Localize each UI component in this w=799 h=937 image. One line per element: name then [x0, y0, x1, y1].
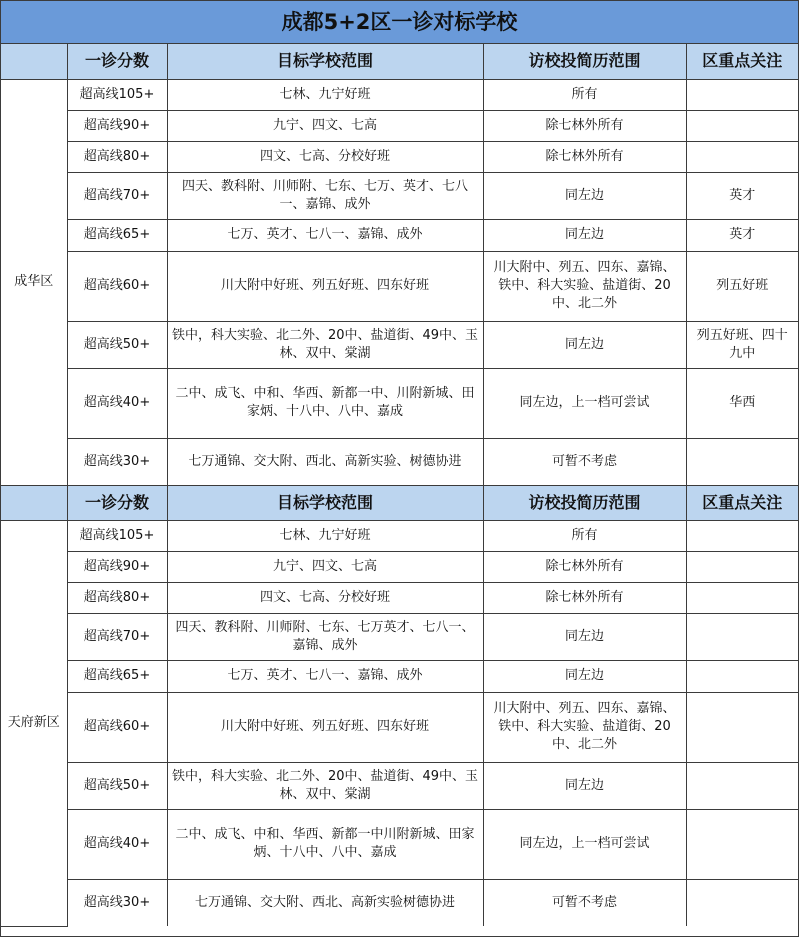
table-title: 成都5+2区一诊对标学校	[1, 1, 798, 44]
visit-cell: 川大附中、列五、四东、嘉锦、铁中、科大实验、盐道街、20中、北二外	[483, 251, 686, 321]
district-cell: 成华区	[1, 79, 67, 485]
score-cell: 超高线90+	[67, 110, 167, 141]
header-row	[1, 485, 798, 520]
schools-cell: 二中、成飞、中和、华西、新都一中、川附新城、田家炳、十八中、八中、嘉成	[167, 368, 483, 438]
header-blank-cell	[1, 485, 67, 520]
score-cell: 超高线90+	[67, 551, 167, 582]
table-row	[1, 879, 798, 926]
focus-cell	[686, 438, 798, 485]
score-cell: 超高线70+	[67, 613, 167, 660]
focus-cell	[686, 762, 798, 809]
score-cell: 超高线105+	[67, 520, 167, 551]
table-row	[1, 110, 798, 141]
table-row	[1, 551, 798, 582]
score-cell: 超高线40+	[67, 368, 167, 438]
focus-cell	[686, 520, 798, 551]
table-row	[1, 692, 798, 762]
visit-cell: 除七林外所有	[483, 582, 686, 613]
schools-cell: 四文、七高、分校好班	[167, 141, 483, 172]
school-table	[1, 44, 798, 927]
focus-cell	[686, 141, 798, 172]
header-cell-schools: 目标学校范围	[167, 44, 483, 79]
header-blank-cell	[1, 44, 67, 79]
schools-cell: 川大附中好班、列五好班、四东好班	[167, 692, 483, 762]
visit-cell: 除七林外所有	[483, 141, 686, 172]
schools-cell: 四天、教科附、川师附、七东、七万英才、七八一、嘉锦、成外	[167, 613, 483, 660]
schools-cell: 七林、九宁好班	[167, 520, 483, 551]
header-cell-score: 一诊分数	[67, 44, 167, 79]
visit-cell: 同左边	[483, 172, 686, 219]
header-cell-visit: 访校投简历范围	[483, 485, 686, 520]
schools-cell: 七万通锦、交大附、西北、高新实验、树德协进	[167, 438, 483, 485]
visit-cell: 所有	[483, 79, 686, 110]
focus-cell: 英才	[686, 219, 798, 251]
visit-cell: 可暂不考虑	[483, 879, 686, 926]
visit-cell: 所有	[483, 520, 686, 551]
score-cell: 超高线30+	[67, 438, 167, 485]
visit-cell: 除七林外所有	[483, 110, 686, 141]
table-row	[1, 79, 798, 110]
focus-cell	[686, 110, 798, 141]
header-row	[1, 44, 798, 79]
schools-cell: 九宁、四文、七高	[167, 551, 483, 582]
focus-cell: 华西	[686, 368, 798, 438]
score-cell: 超高线80+	[67, 141, 167, 172]
focus-cell	[686, 551, 798, 582]
table-row	[1, 613, 798, 660]
district-cell: 天府新区	[1, 520, 67, 926]
schools-cell: 四天、教科附、川师附、七东、七万、英才、七八一、嘉锦、成外	[167, 172, 483, 219]
schools-cell: 九宁、四文、七高	[167, 110, 483, 141]
table-row	[1, 660, 798, 692]
schools-cell: 七万、英才、七八一、嘉锦、成外	[167, 660, 483, 692]
table-row	[1, 141, 798, 172]
table-row	[1, 582, 798, 613]
score-cell: 超高线70+	[67, 172, 167, 219]
table-row	[1, 251, 798, 321]
score-cell: 超高线105+	[67, 79, 167, 110]
score-cell: 超高线80+	[67, 582, 167, 613]
schools-cell: 铁中，科大实验、北二外、20中、盐道街、49中、玉林、双中、棠湖	[167, 321, 483, 368]
visit-cell: 同左边	[483, 762, 686, 809]
score-cell: 超高线50+	[67, 762, 167, 809]
score-cell: 超高线60+	[67, 251, 167, 321]
schools-cell: 七万通锦、交大附、西北、高新实验树德协进	[167, 879, 483, 926]
focus-cell	[686, 582, 798, 613]
header-cell-schools: 目标学校范围	[167, 485, 483, 520]
visit-cell: 同左边，上一档可尝试	[483, 809, 686, 879]
score-cell: 超高线50+	[67, 321, 167, 368]
table-row	[1, 368, 798, 438]
focus-cell	[686, 613, 798, 660]
table-row	[1, 438, 798, 485]
visit-cell: 同左边	[483, 613, 686, 660]
visit-cell: 同左边	[483, 660, 686, 692]
schools-cell: 铁中，科大实验、北二外、20中、盐道街、49中、玉林、双中、棠湖	[167, 762, 483, 809]
focus-cell	[686, 809, 798, 879]
table-row	[1, 809, 798, 879]
score-cell: 超高线40+	[67, 809, 167, 879]
focus-cell	[686, 879, 798, 926]
visit-cell: 可暂不考虑	[483, 438, 686, 485]
schools-cell: 二中、成飞、中和、华西、新都一中川附新城、田家炳、十八中、八中、嘉成	[167, 809, 483, 879]
score-cell: 超高线60+	[67, 692, 167, 762]
header-cell-visit: 访校投简历范围	[483, 44, 686, 79]
header-cell-focus: 区重点关注	[686, 44, 798, 79]
table-row	[1, 520, 798, 551]
schools-cell: 七林、九宁好班	[167, 79, 483, 110]
focus-cell: 英才	[686, 172, 798, 219]
visit-cell: 川大附中、列五、四东、嘉锦、铁中、科大实验、盐道街、20中、北二外	[483, 692, 686, 762]
visit-cell: 同左边，上一档可尝试	[483, 368, 686, 438]
visit-cell: 同左边	[483, 219, 686, 251]
focus-cell: 列五好班	[686, 251, 798, 321]
score-cell: 超高线30+	[67, 879, 167, 926]
table-body	[1, 44, 798, 926]
score-cell: 超高线65+	[67, 660, 167, 692]
table-row	[1, 762, 798, 809]
schools-cell: 川大附中好班、列五好班、四东好班	[167, 251, 483, 321]
schools-cell: 四文、七高、分校好班	[167, 582, 483, 613]
header-cell-score: 一诊分数	[67, 485, 167, 520]
table-row	[1, 321, 798, 368]
focus-cell: 列五好班、四十九中	[686, 321, 798, 368]
focus-cell	[686, 79, 798, 110]
table-row	[1, 172, 798, 219]
visit-cell: 除七林外所有	[483, 551, 686, 582]
schools-cell: 七万、英才、七八一、嘉锦、成外	[167, 219, 483, 251]
focus-cell	[686, 660, 798, 692]
header-cell-focus: 区重点关注	[686, 485, 798, 520]
focus-cell	[686, 692, 798, 762]
table-row	[1, 219, 798, 251]
visit-cell: 同左边	[483, 321, 686, 368]
score-cell: 超高线65+	[67, 219, 167, 251]
